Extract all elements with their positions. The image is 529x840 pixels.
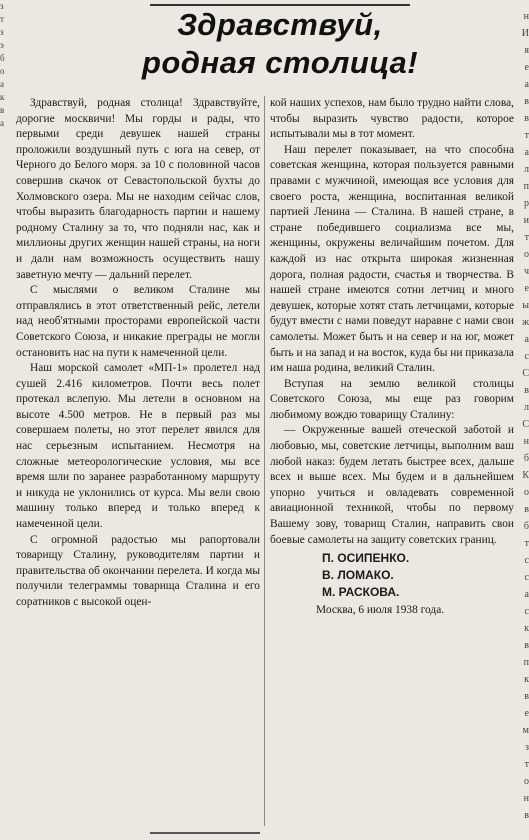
edge-letter: л (524, 164, 529, 175)
edge-letter: о (524, 776, 529, 787)
edge-letter: с (524, 572, 529, 583)
edge-letter: а (524, 79, 529, 90)
edge-letter: т (524, 130, 529, 141)
paragraph: кой наших успехов, нам было трудно найти слова, чтобы выразить чувство радости, которое испытывали мы в тот момент. (270, 97, 514, 141)
article-column-1 (16, 96, 260, 611)
right-edge-fragment (519, 8, 529, 840)
headline-line-1: Здравствуй, (177, 7, 383, 42)
edge-letter: в (524, 504, 529, 515)
edge-letter: а (524, 147, 529, 158)
edge-letter: н (523, 793, 529, 804)
edge-letter: К (522, 470, 529, 481)
edge-letter: з (525, 742, 529, 753)
paragraph: С мыслями о великом Сталине мы отправлялись в этот ответственный рейс, летели над необ'ятными просторами европейской части Советского Союза, и никакие преграды не могли остановить нас на пути к намеченной цели. (16, 284, 260, 359)
signature-osipenko: П. ОСИПЕНКО. (322, 551, 410, 566)
edge-letter: в (0, 105, 5, 115)
edge-letter: о (524, 487, 529, 498)
edge-letter: ж (522, 317, 529, 328)
edge-letter: е (524, 62, 529, 73)
edge-letter: в (524, 640, 529, 651)
left-edge-fragment (0, 0, 8, 840)
edge-letter: в (524, 691, 529, 702)
edge-letter: н (523, 436, 529, 447)
dateline: Москва, 6 июля 1938 года. (316, 604, 445, 617)
edge-letter: т (524, 232, 529, 243)
edge-letter: в (524, 385, 529, 396)
edge-letter: с (524, 351, 529, 362)
edge-letter: б (523, 521, 529, 532)
edge-letter: т (524, 759, 529, 770)
bottom-rule (150, 832, 260, 834)
edge-letter: я (524, 45, 529, 56)
article-column-2 (270, 96, 514, 619)
edge-letter: к (524, 623, 529, 634)
signature-raskova: М. РАСКОВА. (322, 585, 400, 600)
edge-letter: в (524, 113, 529, 124)
edge-letter: э (0, 40, 4, 50)
edge-letter: з (0, 1, 4, 11)
paragraph: Вступая на землю великой столицы Советского Союза, мы еще раз говорим любимому вождю товарищу Сталину: (270, 377, 514, 421)
edge-letter: л (524, 402, 529, 413)
edge-letter: а (0, 79, 4, 89)
edge-letter: к (524, 674, 529, 685)
edge-letter: т (524, 538, 529, 549)
paragraph: Здравствуй, родная столица! Здравствуйте, дорогие москвичи! Мы горды и рады, что первыми среди девушек нашей страны проложили воздушный путь с юга на север, от Черного до Белого моря. за 10 с половиной часов совершив скачок от Севастопольской бухты до Холмовского озера. Мы не находим сейчас слов, чтобы выразить благодарность партии и нашему родному Сталину за то, что подняли нас, как и миллионы других женщин нашей страны, на ноги и дали нам возможность осуществить нашу заветную мечту — дальний перелет. (16, 97, 260, 281)
edge-letter: к (0, 92, 5, 102)
edge-letter: с (524, 555, 529, 566)
paragraph: — Окруженные вашей отеческой заботой и любовью, мы, советские летчицы, выполним ваш любой наказ: будем летать быстрее всех, дальше всех и выше всех. Мы будем и в дальнейшем упорно учиться и овладевать современной авиационной техникой, чтобы по первому Вашему зову, товарищ Сталин, направить свои боевые самолеты на защиту советских границ. (270, 424, 514, 546)
paragraph: С огромной радостью мы рапортовали товарищу Сталину, руководителям партии и правительства об окончании перелета. И когда мы получили телеграммы товарища Сталина и его соратников с высокой оцен- (16, 533, 260, 608)
edge-letter: а (524, 334, 529, 345)
article-headline (90, 6, 470, 82)
edge-letter: о (0, 66, 5, 76)
edge-letter: т (0, 14, 4, 24)
edge-letter: е (524, 708, 529, 719)
paragraph: Наш морской самолет «МП-1» пролетел над сушей 2.416 километров. Почти весь полет протекал вслепую. Мы летели в основном на высоте 4.500 метров. Не в первый раз мы совершаем полеты, но этот перелет явился для нас серьезным испытанием. Несмотря на сложные метеорологические условия, мы все время шли по заранее разработанному маршруту и никуда не уклонились от курса. Мы вели свою машину только вперед и только вперед к намеченной цели. (16, 362, 260, 531)
edge-letter: в (524, 96, 529, 107)
edge-letter: И (521, 28, 529, 39)
edge-letter: п (523, 657, 529, 668)
column-divider (264, 96, 265, 826)
edge-letter: п (523, 181, 529, 192)
edge-letter: С (522, 368, 529, 379)
edge-letter: ы (522, 300, 529, 311)
edge-letter: м (522, 725, 529, 736)
edge-letter: з (0, 27, 4, 37)
edge-letter: в (524, 810, 529, 821)
edge-letter: ч (523, 266, 529, 277)
signatures (322, 550, 514, 601)
signature-lomako: В. ЛОМАКО. (322, 568, 394, 583)
edge-letter: о (524, 249, 529, 260)
headline-line-2: родная столица! (141, 45, 419, 80)
edge-letter: б (523, 453, 529, 464)
paragraph: Наш перелет показывает, на что способна советская женщина, которая пользуется равными правами с мужчиной, имеющая все условия для своего роста, женщина, воспитанная великой партией Ленина — Сталина. В нашей стране, в стране победившего социализма все мы, женщины, окружены величайшим почетом. Для каждой из нас открыта широкая жизненная дорога, полная радости, счастья и творчества. В нашей стране имеются сотни летчиц и много девушек, которые хотят стать летчицами, которые будут вмести с нами поведут наравне с нами свои самолеты. Может быть и на север и на юг, может быть и на запад и на восток, куда бы ни приказала им наша родина, великий Сталин. (270, 143, 514, 375)
edge-letter: а (524, 589, 529, 600)
edge-letter: С (522, 419, 529, 430)
edge-letter: а (0, 118, 4, 128)
edge-letter: н (523, 11, 529, 22)
edge-letter: с (524, 606, 529, 617)
edge-letter: е (524, 283, 529, 294)
edge-letter: и (523, 215, 529, 226)
edge-letter: р (524, 198, 529, 209)
edge-letter: б (0, 53, 5, 63)
